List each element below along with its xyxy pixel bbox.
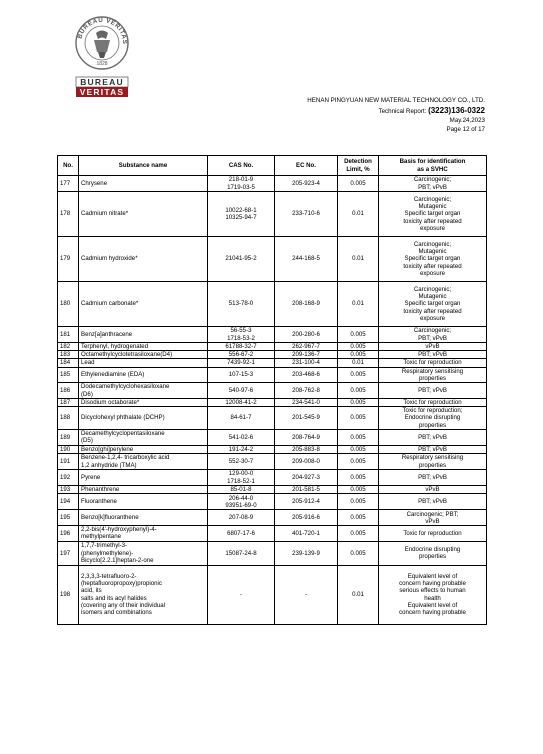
table-row	[58, 383, 487, 399]
basis-line: Endocrine disrupting	[404, 545, 461, 553]
cell-cas-no	[208, 282, 275, 327]
cas-no-line: -	[239, 591, 243, 599]
header-ec-no: EC No.	[275, 156, 338, 176]
cas-no-line: 556-67-2	[228, 351, 254, 359]
cell-detection-limit: 0.005	[338, 176, 379, 192]
substance-name-line: Disodium octaborate*	[81, 399, 140, 407]
cell-ec-no: 209-136-7	[275, 351, 338, 359]
table-row	[58, 429, 487, 445]
basis-line: Equivalent level of	[407, 601, 458, 609]
logo-ring-text: BUREAU VERITAS	[76, 16, 129, 45]
report-date: May.24,2023	[449, 117, 485, 124]
basis-line: Carcinogenic;	[413, 195, 452, 203]
cell-substance-name	[79, 494, 208, 510]
cell-substance-name	[79, 237, 208, 282]
cell-basis	[379, 494, 487, 510]
cell-substance-name	[79, 176, 208, 192]
cell-cas-no	[208, 399, 275, 407]
cas-no-line: 129-00-0	[228, 470, 254, 478]
basis-line: PBT; vPvB	[418, 433, 447, 441]
substance-name-line: Benzo[ghi]perylene	[81, 445, 134, 453]
substance-name-line: Terphenyl, hydrogenated	[81, 343, 149, 350]
substance-name-line: Phenanthrene	[81, 486, 120, 494]
cell-cas-no	[208, 367, 275, 382]
basis-line: concern having probable	[399, 580, 466, 588]
cell-substance-name	[79, 282, 208, 327]
cell-cas-no	[208, 565, 275, 624]
basis-line: Toxic for reproduction;	[402, 407, 463, 415]
cas-no-line: 15087-24-8	[225, 549, 257, 557]
cell-ec-no: 209-008-0	[275, 454, 338, 470]
cell-no: 181	[58, 327, 79, 343]
cell-basis	[379, 176, 487, 192]
basis-line: Mutagenic	[418, 248, 447, 256]
cas-no-line: 191-24-2	[228, 445, 254, 453]
cas-no-line: 218-01-9	[228, 176, 254, 184]
cell-cas-no	[208, 383, 275, 399]
cell-cas-no	[208, 327, 275, 343]
cell-detection-limit: 0.005	[338, 399, 379, 407]
cell-cas-no	[208, 237, 275, 282]
basis-line: toxicity after repeated	[403, 307, 462, 315]
cell-basis	[379, 192, 487, 237]
table-row	[58, 343, 487, 351]
logo-name-top: BUREAU	[80, 77, 124, 87]
cell-detection-limit: 0.005	[338, 510, 379, 526]
cell-no: 180	[58, 282, 79, 327]
header-detection-limit-line: Detection	[344, 158, 372, 166]
cell-detection-limit: 0.01	[338, 565, 379, 624]
cas-no-line: 85-01-8	[230, 486, 252, 494]
cell-no: 182	[58, 343, 79, 351]
cell-detection-limit: 0.005	[338, 351, 379, 359]
cell-no: 193	[58, 486, 79, 494]
substance-name-line: Lead	[81, 359, 95, 367]
cell-basis	[379, 282, 487, 327]
substance-name-line: salts and its acyl halides	[81, 594, 147, 602]
table-row	[58, 176, 487, 192]
cell-detection-limit: 0.005	[338, 407, 379, 430]
basis-line: Specific target organ	[404, 255, 461, 263]
cell-no: 191	[58, 454, 79, 470]
substance-name-line: (heptafluoropropoxy)propionic	[81, 580, 162, 588]
header-basis	[379, 156, 487, 176]
cas-no-line: 12008-41-2	[225, 399, 257, 407]
substance-name-line: 2,2-bis(4'-hydroxyphenyl)-4-	[81, 526, 157, 534]
cas-no-line: 93951-69-0	[225, 501, 257, 509]
cell-no: 195	[58, 510, 79, 526]
substance-name-line: Ethylenediamine (EDA)	[81, 371, 145, 379]
cell-no: 187	[58, 399, 79, 407]
cell-cas-no	[208, 359, 275, 367]
cell-cas-no	[208, 429, 275, 445]
cas-no-line: 541-02-6	[228, 433, 254, 441]
cell-basis	[379, 359, 487, 367]
cell-basis	[379, 470, 487, 486]
substance-name-line: Benz[a]anthracene	[81, 330, 133, 338]
basis-line: PBT; vPvB	[418, 386, 447, 394]
table-row	[58, 192, 487, 237]
basis-line: serious effects to human	[399, 587, 466, 595]
substance-name-line: (covering any of their individual	[81, 601, 166, 609]
table-row	[58, 510, 487, 526]
cell-no: 192	[58, 470, 79, 486]
basis-line: Carcinogenic;	[413, 327, 452, 335]
cell-cas-no	[208, 470, 275, 486]
basis-line: vPvB	[425, 486, 440, 494]
basis-line: PBT; vPvB	[418, 183, 447, 191]
table-row	[58, 237, 487, 282]
substance-name-line: (D6)	[81, 390, 93, 398]
basis-line: properties	[418, 461, 447, 469]
table-header-row	[58, 156, 487, 176]
basis-line: exposure	[419, 269, 446, 277]
cell-ec-no: 201-545-9	[275, 407, 338, 430]
basis-line: Toxic for reproduction	[403, 399, 462, 407]
cell-detection-limit: 0.01	[338, 192, 379, 237]
table-row	[58, 359, 487, 367]
cell-ec-no: 205-923-4	[275, 176, 338, 192]
substance-name-line: Pyrene	[81, 473, 101, 481]
basis-line: Carcinogenic; PBT;	[406, 510, 459, 518]
basis-line: Mutagenic	[418, 293, 447, 301]
basis-line: properties	[418, 553, 447, 561]
substance-name-line: (D5)	[81, 437, 93, 445]
cell-cas-no	[208, 510, 275, 526]
basis-line: Specific target organ	[404, 210, 461, 218]
substance-name-line: Cadmium carbonate*	[81, 300, 139, 308]
cell-cas-no	[208, 176, 275, 192]
cell-basis	[379, 367, 487, 382]
cell-basis	[379, 445, 487, 453]
substance-name-line: methylpentane	[81, 533, 121, 541]
cell-cas-no	[208, 486, 275, 494]
cell-ec-no: 205-916-6	[275, 510, 338, 526]
cell-cas-no	[208, 192, 275, 237]
cell-basis	[379, 510, 487, 526]
basis-line: exposure	[419, 314, 446, 322]
cell-substance-name	[79, 565, 208, 624]
cell-ec-no: 201-581-5	[275, 486, 338, 494]
cell-ec-no: 401-720-1	[275, 526, 338, 541]
table-row	[58, 454, 487, 470]
cell-detection-limit: 0.005	[338, 383, 379, 399]
cas-no-line: 552-30-7	[228, 457, 254, 465]
substance-name-line: 2,3,3,3-tetrafluoro-2-	[81, 573, 137, 581]
cell-ec-no: 205-883-8	[275, 445, 338, 453]
cell-basis	[379, 351, 487, 359]
cell-substance-name	[79, 351, 208, 359]
table-row	[58, 470, 487, 486]
cell-cas-no	[208, 343, 275, 351]
basis-line: Carcinogenic;	[413, 240, 452, 248]
basis-line: vPvB	[425, 517, 440, 525]
basis-line: toxicity after repeated	[403, 262, 462, 270]
basis-line: Mutagenic	[418, 203, 447, 211]
cell-no: 177	[58, 176, 79, 192]
page-number: Page 12 of 17	[446, 126, 485, 133]
cas-no-line: 513-78-0	[228, 300, 254, 308]
cell-detection-limit: 0.005	[338, 541, 379, 565]
cell-substance-name	[79, 407, 208, 430]
basis-line: Endocrine disrupting	[404, 414, 461, 422]
cas-no-line: 540-97-6	[228, 386, 254, 394]
cell-basis	[379, 526, 487, 541]
substance-name-line: Benzene-1,2,4- tricarboxylic acid	[81, 454, 170, 462]
table-row	[58, 445, 487, 453]
cas-no-line: 61788-32-7	[225, 343, 257, 350]
substance-name-line: (phenylmethylene)-	[81, 549, 134, 557]
cas-no-line: 56-55-3	[230, 327, 252, 335]
cell-basis	[379, 454, 487, 470]
cell-substance-name	[79, 470, 208, 486]
cell-substance-name	[79, 445, 208, 453]
cell-no: 197	[58, 541, 79, 565]
basis-line: vPvB	[425, 343, 440, 350]
cell-ec-no: 233-710-6	[275, 192, 338, 237]
cell-basis	[379, 541, 487, 565]
table-row	[58, 541, 487, 565]
cell-detection-limit: 0.005	[338, 367, 379, 382]
cell-no: 188	[58, 407, 79, 430]
basis-line: Toxic for reproduction	[403, 529, 462, 537]
table-row	[58, 399, 487, 407]
header-basis-line: as a SVHC	[417, 165, 448, 173]
cell-detection-limit: 0.005	[338, 526, 379, 541]
cell-cas-no	[208, 351, 275, 359]
logo-name-bottom: VERITAS	[79, 87, 125, 97]
cell-no: 183	[58, 351, 79, 359]
table-row	[58, 351, 487, 359]
table-row	[58, 494, 487, 510]
basis-line: properties	[418, 421, 447, 429]
cell-detection-limit: 0.005	[338, 445, 379, 453]
cell-substance-name	[79, 486, 208, 494]
cell-detection-limit: 0.005	[338, 454, 379, 470]
cell-basis	[379, 486, 487, 494]
company-name: HENAN PINGYUAN NEW MATERIAL TECHNOLOGY CO., LTD.	[307, 97, 485, 104]
table-row	[58, 367, 487, 382]
basis-line: Carcinogenic;	[413, 285, 452, 293]
logo-year: 1828	[96, 61, 108, 67]
substance-name-line: isomers and combinations	[81, 609, 152, 617]
cell-basis	[379, 343, 487, 351]
basis-line: Respiratory sensitising	[401, 367, 464, 375]
cell-substance-name	[79, 541, 208, 565]
cell-substance-name	[79, 192, 208, 237]
header-no: No.	[58, 156, 79, 176]
basis-line: properties	[418, 374, 447, 382]
header-cas-no: CAS No.	[208, 156, 275, 176]
cell-substance-name	[79, 383, 208, 399]
cell-no: 198	[58, 565, 79, 624]
basis-line: health	[424, 594, 441, 602]
cas-no-line: 206-44-0	[228, 494, 254, 502]
cell-no: 178	[58, 192, 79, 237]
header-detection-limit	[338, 156, 379, 176]
cell-substance-name	[79, 359, 208, 367]
cell-detection-limit: 0.005	[338, 470, 379, 486]
cas-no-line: 10325-94-7	[225, 214, 257, 221]
cell-basis	[379, 565, 487, 624]
basis-line: Toxic for reproduction	[403, 359, 462, 367]
cell-detection-limit: 0.005	[338, 343, 379, 351]
cell-basis	[379, 237, 487, 282]
basis-line: Specific target organ	[404, 300, 461, 308]
cell-detection-limit: 0.01	[338, 237, 379, 282]
cell-cas-no	[208, 407, 275, 430]
cell-ec-no: 262-967-7	[275, 343, 338, 351]
basis-line: PBT; vPvB	[418, 351, 447, 359]
cell-ec-no: 200-280-6	[275, 327, 338, 343]
cell-substance-name	[79, 343, 208, 351]
cell-cas-no	[208, 445, 275, 453]
cell-detection-limit: 0.005	[338, 494, 379, 510]
cas-no-line: 84-61-7	[230, 414, 252, 422]
basis-line: Equivalent level of	[407, 573, 458, 581]
table-row	[58, 282, 487, 327]
report-line	[379, 106, 485, 115]
substance-name-line: Dodecamethylcyclohexasiloxane	[81, 383, 170, 391]
cell-basis	[379, 383, 487, 399]
substance-name-line: Benzo[k]fluoranthene	[81, 514, 139, 522]
report-label: Technical Report:	[378, 108, 427, 115]
cell-ec-no: 208-168-9	[275, 282, 338, 327]
cas-no-line: 1719-03-5	[227, 183, 255, 191]
table-row	[58, 565, 487, 624]
header-detection-limit-line: Limit, %	[346, 165, 370, 173]
cell-detection-limit: 0.01	[338, 282, 379, 327]
cas-no-line: 1718-53-2	[227, 334, 255, 342]
basis-line: concern having probable	[399, 609, 466, 617]
cas-no-line: 7439-92-1	[227, 359, 255, 367]
svhc-substance-table	[57, 155, 487, 625]
cell-ec-no: -	[275, 565, 338, 624]
cell-substance-name	[79, 526, 208, 541]
cell-ec-no: 234-541-0	[275, 399, 338, 407]
cell-substance-name	[79, 327, 208, 343]
basis-line: toxicity after repeated	[403, 217, 462, 225]
cell-ec-no: 231-100-4	[275, 359, 338, 367]
cell-cas-no	[208, 454, 275, 470]
cell-ec-no: 244-168-5	[275, 237, 338, 282]
substance-name-line: Dicyclohexyl phthalate (DCHP)	[81, 414, 165, 422]
basis-line: PBT; vPvB	[418, 445, 447, 453]
substance-name-line: Fluoranthene	[81, 498, 117, 506]
cas-no-line: 207-08-9	[228, 514, 254, 522]
bureau-veritas-logo	[74, 14, 130, 99]
cas-no-line: 10022-68-1	[225, 206, 257, 214]
cell-detection-limit: 0.005	[338, 327, 379, 343]
cas-no-line: 21041-95-2	[225, 255, 257, 263]
substance-name-line: Decamethylcyclopentasiloxane	[81, 430, 165, 438]
cell-substance-name	[79, 429, 208, 445]
substance-name-line: Cadmium hydroxide*	[81, 255, 138, 263]
cell-ec-no: 204-927-3	[275, 470, 338, 486]
cell-no: 185	[58, 367, 79, 382]
substance-name-line: Octamethylcyclotetrasiloxane(D4)	[81, 351, 173, 359]
substance-name-line: 1,2 anhydride (TMA)	[81, 461, 137, 469]
substance-name-line: Bicyclo[2.2.1]heptan-2-one	[81, 556, 154, 564]
cell-ec-no: 205-912-4	[275, 494, 338, 510]
cell-ec-no: 208-764-9	[275, 429, 338, 445]
cell-basis	[379, 327, 487, 343]
cell-cas-no	[208, 494, 275, 510]
cell-substance-name	[79, 454, 208, 470]
cell-substance-name	[79, 367, 208, 382]
substance-name-line: 1,7,7-trimethyl-3-	[81, 542, 128, 550]
substance-name-line: acid, its	[81, 587, 102, 595]
cell-no: 184	[58, 359, 79, 367]
header-substance-name: Substance name	[79, 156, 208, 176]
cell-no: 179	[58, 237, 79, 282]
table-row	[58, 486, 487, 494]
cell-cas-no	[208, 541, 275, 565]
cell-basis	[379, 407, 487, 430]
cell-substance-name	[79, 399, 208, 407]
basis-line: Respiratory sensitising	[401, 454, 464, 462]
basis-line: Carcinogenic;	[413, 176, 452, 184]
substance-name-line: Cadmium nitrate*	[81, 210, 129, 218]
substance-name-line: Chrysene	[81, 179, 108, 187]
cas-no-line: 107-15-3	[228, 371, 254, 379]
cell-detection-limit: 0.01	[338, 359, 379, 367]
cell-basis	[379, 429, 487, 445]
cell-ec-no: 239-139-9	[275, 541, 338, 565]
cell-ec-no: 203-468-6	[275, 367, 338, 382]
cas-no-line: 6807-17-6	[227, 529, 255, 537]
cell-substance-name	[79, 510, 208, 526]
cell-basis	[379, 399, 487, 407]
cell-no: 186	[58, 383, 79, 399]
cell-detection-limit: 0.005	[338, 486, 379, 494]
cell-detection-limit: 0.005	[338, 429, 379, 445]
table-row	[58, 407, 487, 430]
cell-no: 189	[58, 429, 79, 445]
cell-no: 190	[58, 445, 79, 453]
table-row	[58, 526, 487, 541]
cas-no-line: 1718-52-1	[227, 477, 255, 485]
basis-line: PBT; vPvB	[418, 334, 447, 342]
cell-no: 194	[58, 494, 79, 510]
cell-cas-no	[208, 526, 275, 541]
cell-no: 196	[58, 526, 79, 541]
table-body	[58, 176, 487, 625]
report-number: (3223)136-0322	[428, 106, 485, 115]
header-basis-line: Basis for identification	[399, 158, 466, 166]
cell-ec-no: 208-762-8	[275, 383, 338, 399]
basis-line: PBT; vPvB	[418, 473, 447, 481]
table-row	[58, 327, 487, 343]
basis-line: exposure	[419, 224, 446, 232]
basis-line: PBT; vPvB	[418, 498, 447, 506]
